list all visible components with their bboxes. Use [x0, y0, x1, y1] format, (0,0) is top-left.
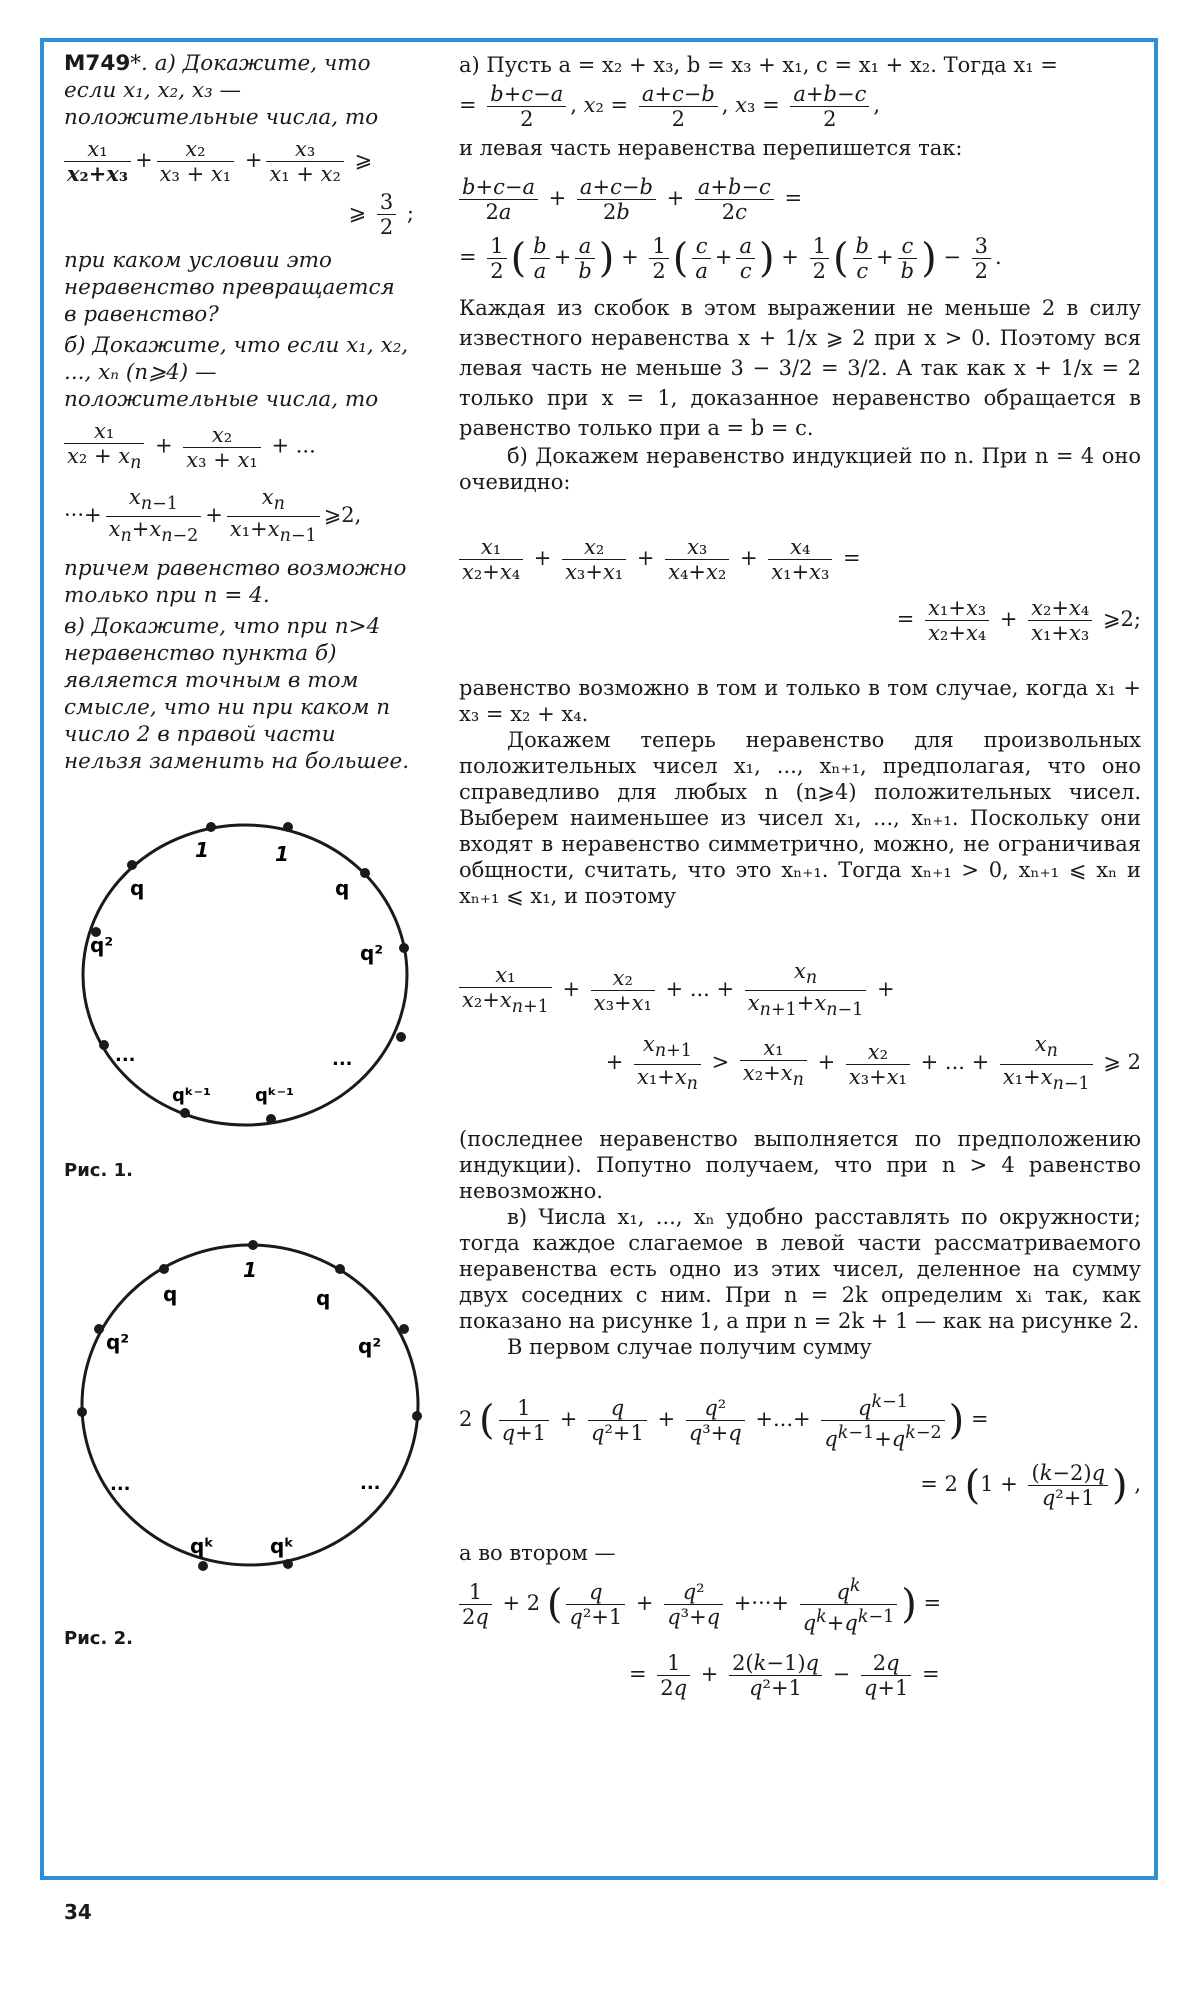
solution-b-base-result: = $\frac{\text{x₁+x₃}}{\text{x₂+x₄}}$ + $\frac{\text{x₂+x₄}}{\text{x₁+x₃}}$ ⩾2;	[896, 596, 1141, 645]
solution-a-1: а) Пусть a = x₂ + x₃, b = x₃ + x₁, c = x₁ + x₂. Тогда x₁ =	[459, 53, 1058, 77]
problem-a-question: при каком условии это неравенство превращается в равенство?	[64, 248, 395, 327]
fig2-dots-left: ...	[110, 1474, 131, 1495]
figure-2-points	[77, 1240, 422, 1571]
fig1-dots-right: ...	[332, 1049, 353, 1070]
solution-a-rewritten: $\frac{b+c-a}{2a}$ + $\frac{a+c-b}{2b}$ + $\frac{a+b-c}{2c}$ =	[459, 175, 1141, 224]
problem-b-inequality-2: ···+ $\frac{x_{n-1}}{x_n+x_{n-2}}$ + $\frac{x_n}{x_1+x_{n-1}}$ ⩾2,	[64, 485, 362, 547]
solution-b-1: б) Докажем неравенство индукцией по n. При n = 4 оно очевидно:	[459, 444, 1141, 494]
problem-b-note: причем равенство возможно только при n = 4.	[64, 555, 407, 608]
solution-a-2: и левая часть неравенства перепишется так:	[459, 136, 963, 160]
problem-b-intro: б) Докажите, что если x₁, x₂, ..., xₙ (n⩾4) — положительные числа, то	[64, 333, 409, 412]
fig2-label-q-left: q	[163, 1282, 178, 1306]
fig2-label-q2-right: q²	[358, 1334, 382, 1358]
solution-c-1: в) Числа x₁, ..., xₙ удобно расставлять по окружности; тогда каждое слагаемое в левой части рассматриваемого неравенства есть одно из этих чисел, деленное на сумму двух соседних с ним. При n = 2k определим xᵢ так, как показано на рисунке 1, а при n = 2k + 1 — как на рисунке 2.	[459, 1204, 1141, 1333]
fig2-label-q-right: q	[316, 1286, 331, 1310]
solution-b-2: равенство возможно в том и только в том случае, когда x₁ + x₃ = x₂ + x₄.	[459, 676, 1141, 726]
solution-c-sum-2-result: = $\frac{1}{2q}$ + $\frac{2(k-1)q}{\text{q²+1}}$ − $\frac{2q}{q+1}$ =	[629, 1650, 940, 1700]
problem-a-intro: M749*. а) Докажите, что если x₁, x₂, x₃ — положительные числа, то	[64, 51, 379, 130]
problem-c-text: в) Докажите, что при n>4 неравенство пункта б) является точным в том смысле, что ни при каком n число 2 в правой части нельзя заменить на большее.	[64, 613, 410, 774]
solution-c-sum-2: $\frac{1}{2q}$ + 2 ( $\frac{q}{\text{q²+1}}$ + $\frac{\text{q²}}{\text{q³+q}}$ +···+ $\frac{q^k}{q^k+q^{k-1}}$ ) =	[459, 1574, 1141, 1635]
fig1-label-1a: 1	[195, 838, 209, 862]
figure-2-circle	[60, 1225, 430, 1605]
fig1-label-q2-right: q²	[360, 941, 384, 965]
figure-1-caption: Рис. 1.	[64, 1160, 133, 1181]
fig1-label-1b: 1	[275, 842, 289, 866]
problem-b-inequality-1: $\frac{\text{x₁}}{x_2 + x_n}$ + $\frac{\text{x₂}}{\text{x₃ + x₁}}$ + ...	[64, 419, 414, 475]
solution-b-induction-1: $\frac{\text{x₁}}{x_2+x_{n+1}}$ + $\frac{\text{x₂}}{\text{x₃+x₁}}$ + ... + $\frac{x_n}{x_{n+1}+x_{n-1}}$ +	[459, 959, 1141, 1022]
problem-id: M749	[64, 51, 131, 76]
solution-c-2: В первом случае получим сумму	[507, 1334, 872, 1359]
page-number: 34	[64, 1900, 92, 1924]
solution-c-3: а во втором —	[459, 1540, 616, 1565]
fig2-label-qk-left: qᵏ	[190, 1534, 215, 1558]
solution-b-induction-2: + $\frac{x_{n+1}}{x_1+x_n}$ > $\frac{\text{x₁}}{x_2+x_n}$ + $\frac{\text{x₂}}{\text{x₃+x₁}}$ + ... + $\frac{x_n}{x_1+x_{n-1}}$ ⩾ 2	[605, 1032, 1141, 1094]
figure-2-caption: Рис. 2.	[64, 1628, 133, 1649]
solution-a-substitution: = $\frac{b+c-a}{2}$ , x₂ = $\frac{a+c-b}{2}$ , x₃ = $\frac{a+b-c}{2}$ ,	[459, 82, 881, 131]
solution-a-3: Каждая из скобок в этом выражении не меньше 2 в силу известного неравенства x + 1/x ⩾ 2 при x > 0. Поэтому вся левая часть не меньше 3 − 3/2 = 3/2. А так как x + 1/x = 2 только при x = 1, доказанное неравенство обращается в равенство только при a = b = c.	[459, 296, 1141, 440]
solution-c-sum-1: 2 ( $\frac{1}{q+1}$ + $\frac{q}{\text{q²+1}}$ + $\frac{\text{q²}}{\text{q³+q}}$ +...+ $\frac{q^{k-1}}{q^{k-1}+q^{k-2}}$ ) =	[459, 1391, 989, 1451]
fig1-label-qk1-left: qᵏ⁻¹	[172, 1085, 212, 1106]
solution-c-sum-1-result: = 2 (1 + $\frac{(k-2)q}{\text{q²+1}}$ ) ,	[920, 1460, 1141, 1510]
solution-b-3: Докажем теперь неравенство для произвольных положительных чисел x₁, ..., xₙ₊₁, предполагая, что оно справедливо для любых n (n⩾4) положительных чисел. Выберем наименьшее из чисел x₁, ..., xₙ₊₁. Поскольку они входят в неравенство симметрично, можно, не ограничивая общности, считать, что это xₙ₊₁. Тогда xₙ₊₁ > 0, xₙ₊₁ ⩽ xₙ и xₙ₊₁ ⩽ x₁, и поэтому	[459, 728, 1141, 908]
solution-a-brackets: = $\frac{1}{2}$ ( $\frac{b}{a}$ + $\frac{a}{b}$ ) + $\frac{1}{2}$ ( $\frac{c}{a}$ + $\frac{a}{c}$ ) + $\frac{1}{2}$ ( $\frac{b}{c}$ + $\frac{c}{b}$ ) − $\frac{3}{2}$ .	[459, 234, 1002, 283]
problem-column	[64, 50, 414, 775]
fig2-dots-right: ...	[360, 1473, 381, 1494]
problem-a-inequality: $\frac{\text{x₁}}{\text{x₂+x₃}}$ + $\frac{\text{x₂}}{\text{x₃ + x₁}}$ + $\frac{\text{x₃}}{\text{x₁ + x₂}}$ ⩾	[64, 137, 414, 186]
fig2-label-1: 1	[243, 1258, 257, 1282]
fig1-label-q2-left: q²	[90, 933, 114, 957]
fig2-label-qk-right: qᵏ	[270, 1534, 295, 1558]
fig1-label-q-left: q	[130, 876, 145, 900]
fig2-label-q2-left: q²	[106, 1330, 130, 1354]
solution-b-base-case: $\frac{\text{x₁}}{\text{x₂+x₄}}$ + $\frac{\text{x₂}}{\text{x₃+x₁}}$ + $\frac{\text{x₃}}{\text{x₄+x₂}}$ + $\frac{\text{x₄}}{\text{x₁+x₃}}$ =	[459, 535, 1141, 584]
figure-1-circle	[60, 805, 420, 1165]
fig1-dots-left: ...	[115, 1045, 136, 1066]
problem-a-rhs: ⩾ $\frac{3}{2}$ ;	[348, 190, 414, 239]
solution-b-4: (последнее неравенство выполняется по предположению индукции). Попутно получаем, что при n > 4 равенство невозможно.	[459, 1126, 1141, 1203]
fig1-label-q-right: q	[335, 876, 350, 900]
fig1-label-qk1-right: qᵏ⁻¹	[255, 1085, 295, 1106]
solution-column	[459, 52, 1141, 1700]
